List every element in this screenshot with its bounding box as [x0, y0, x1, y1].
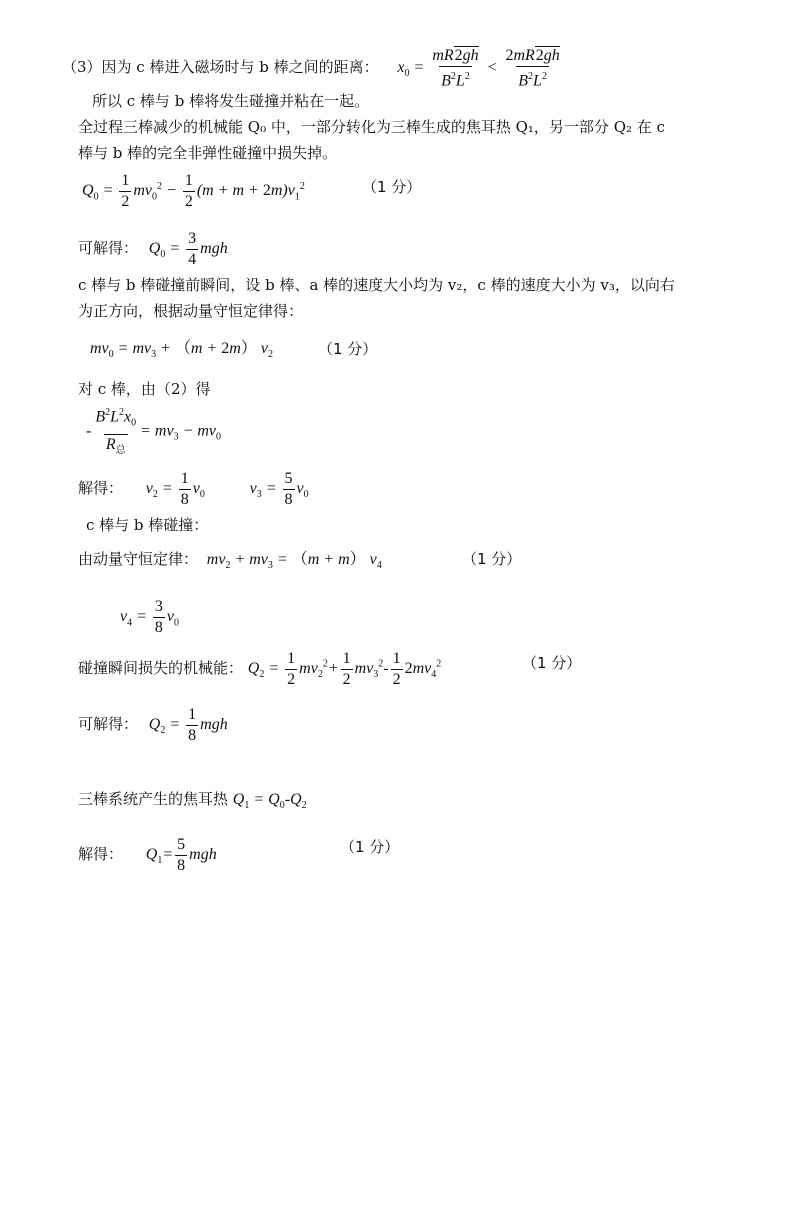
score-4: （1 分）: [522, 654, 582, 672]
line-19-text: 解得：: [78, 845, 124, 864]
line-17: [78, 706, 228, 745]
formula-impulse: - $\frac{B^2L^2x_0}{R_总}$ = $mv_3 - mv_0$: [86, 404, 221, 460]
line-10: 对 c 棒，由（2）得: [78, 380, 211, 398]
formula-momentum-2: $mv_2 + mv_3 = (m + m)$ $v_4$: [206, 551, 382, 572]
line-6: [78, 230, 228, 269]
score-5: （1 分）: [340, 838, 400, 856]
line-17-text: 可解得：: [78, 715, 139, 734]
line-16-text: 碰撞瞬间损失的机械能：: [78, 659, 244, 678]
line-6-text: 可解得：: [78, 239, 139, 258]
line-8: 为正方向，根据动量守恒定律得：: [78, 302, 304, 320]
score-1: （1 分）: [362, 178, 422, 196]
formula-momentum-1: $mv_0 = mv_3 + (m + 2m)$ $v_2$: [90, 340, 273, 361]
line-19: [78, 836, 217, 875]
formula-v2: $v_2$ = $\frac{1}{8}$ $v_0$: [145, 470, 205, 508]
line-2: 所以 c 棒与 b 棒将发生碰撞并粘在一起。: [92, 92, 370, 110]
line-18: [78, 788, 307, 817]
formula-v3: $v_3$ = $\frac{5}{8}$ $v_0$: [249, 470, 309, 508]
line-4: 棒与 b 棒的完全非弹性碰撞中损失掉。: [78, 144, 338, 162]
formula-q1: $Q_1 = Q_0-Q_2$: [232, 791, 307, 812]
line-18-text: 三棒系统产生的焦耳热: [78, 790, 229, 808]
line-13: c 棒与 b 棒碰撞：: [86, 516, 209, 534]
line-7: c 棒与 b 棒碰撞前瞬间，设 b 棒、a 棒的速度大小均为 v₂，c 棒的速度大小为 v₃，以向右: [78, 276, 675, 294]
formula-x0: $x_0$ = $\frac{mR2gh}{B^2L^2}$ < $\frac{2mR2gh}{B^2L^2}$: [397, 47, 560, 90]
line-14: [78, 548, 382, 577]
line-12: [78, 470, 309, 509]
line-12-text: 解得：: [78, 479, 124, 498]
line-1-text: （3）因为 c 棒进入磁场时与 b 棒之间的距离：: [62, 57, 379, 76]
formula-q0: $Q_0$ = $\frac{1}{2}$ $mv_0^2$ − $\frac{1}{2}$ $(m + m + 2m)v_1^2$: [82, 172, 305, 210]
line-16: [78, 650, 441, 689]
score-3: （1 分）: [462, 550, 522, 568]
formula-q2: $Q_2$ = $\frac{1}{2}$ $mv_2^2+$ $\frac{1}{2}$ $mv_3^2-$ $\frac{1}{2}$ $2mv_4^2$: [247, 650, 442, 688]
formula-v4: $v_4$ = $\frac{3}{8}$ $v_0$: [120, 598, 180, 636]
formula-q0-result: $Q_0$ = $\frac{3}{4}$ mgh: [148, 230, 228, 268]
line-1: [62, 46, 564, 90]
formula-q1-result: $Q_1=$ $\frac{5}{8}$ mgh: [145, 836, 217, 874]
score-2: （1 分）: [318, 340, 378, 358]
line-3: 全过程三棒减少的机械能 Q₀ 中，一部分转化为三棒生成的焦耳热 Q₁，另一部分 Q₂ 在 c: [78, 118, 665, 136]
formula-q2-result: $Q_2$ = $\frac{1}{8}$ mgh: [148, 706, 228, 744]
line-14-text: 由动量守恒定律：: [78, 550, 199, 568]
